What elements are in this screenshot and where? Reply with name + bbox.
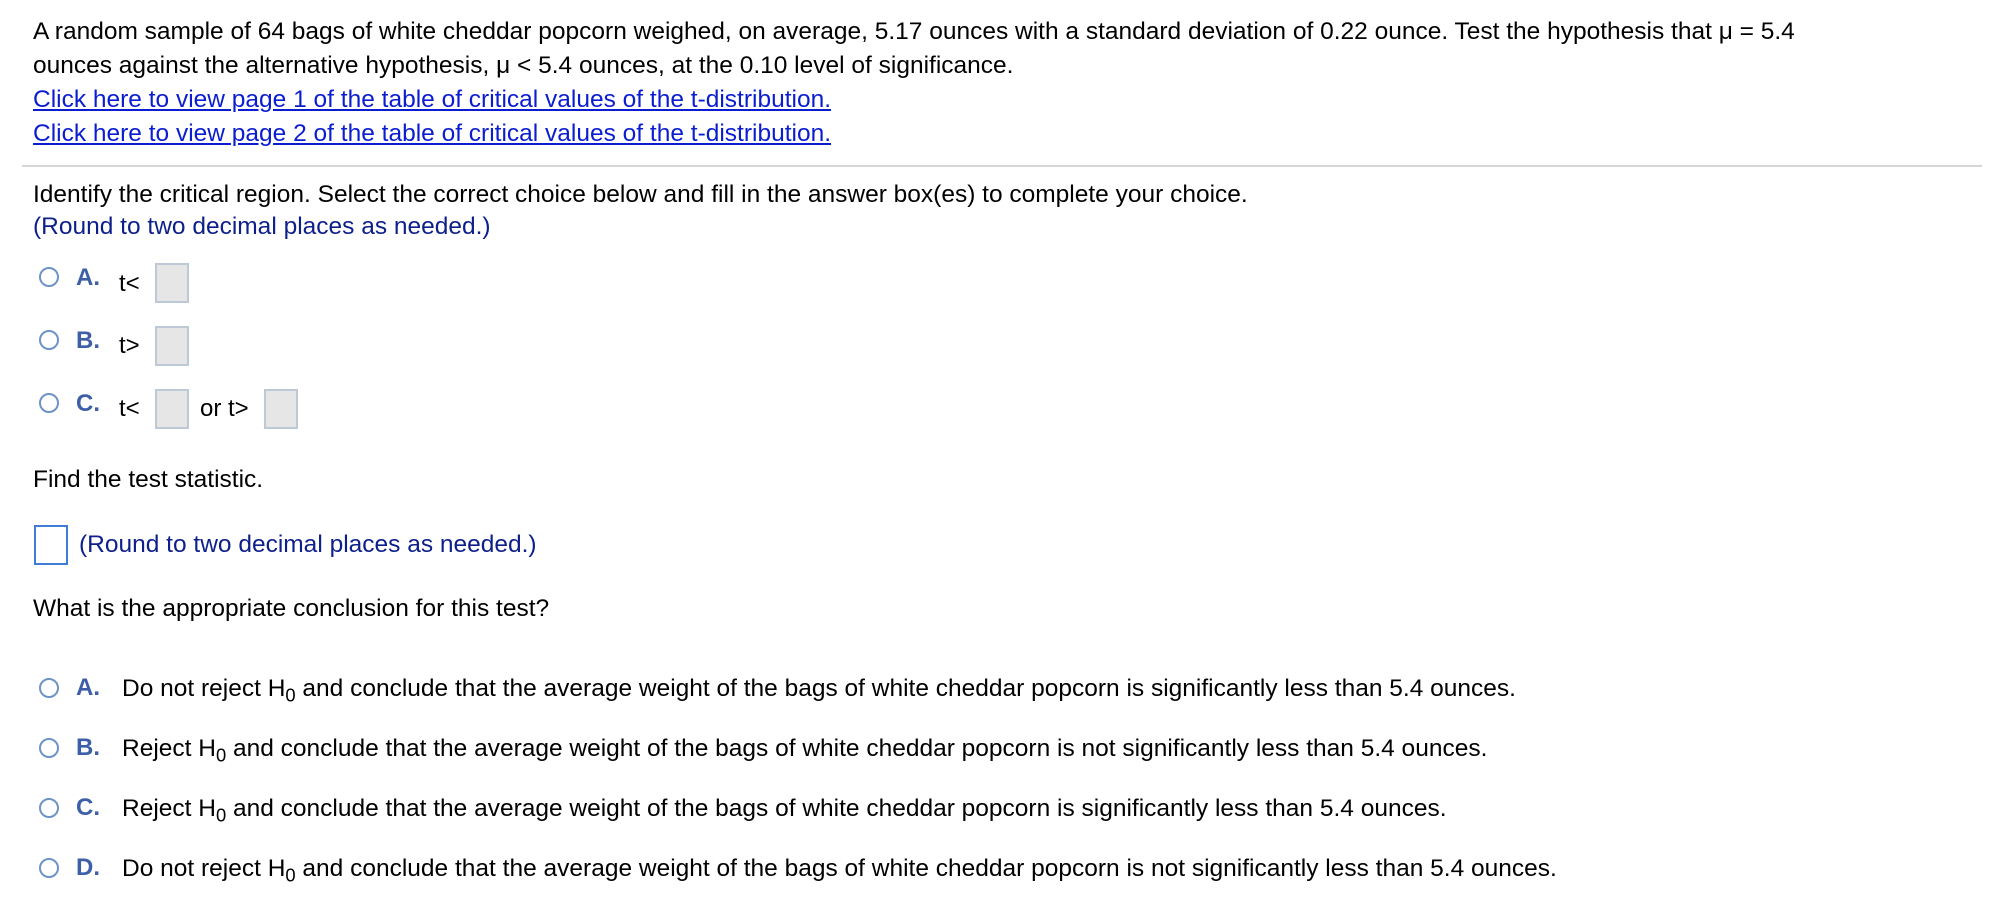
t-table-page1-link[interactable]: Click here to view page 1 of the table of critical values of the t-distribution.: [33, 86, 832, 113]
conclusion-option-a-text-post: and conclude that the average weight of the bags of white cheddar popcorn is significantly less than 5.4 ounces.: [295, 675, 1516, 702]
conclusion-option-c-text-pre: Reject H: [122, 795, 216, 822]
critical-region-option-c-lower-answer-box[interactable]: [155, 389, 189, 429]
critical-region-option-b-operator: t>: [119, 332, 140, 359]
critical-region-option-c-upper-answer-box[interactable]: [264, 389, 298, 429]
conclusion-option-b-letter: B.: [76, 734, 100, 761]
critical-region-option-b-answer-box[interactable]: [155, 326, 189, 366]
conclusion-option-c-text: [122, 792, 1447, 826]
conclusion-option-d-text-pre: Do not reject H: [122, 855, 286, 882]
test-statistic-prompt: Find the test statistic.: [33, 466, 264, 493]
null-hypothesis-subscript: 0: [285, 684, 296, 706]
conclusion-option-d-radio[interactable]: [39, 858, 59, 878]
null-hypothesis-subscript: 0: [285, 864, 296, 886]
conclusion-option-b-text-pre: Reject H: [122, 735, 216, 762]
conclusion-option-d-text-post: and conclude that the average weight of the bags of white cheddar popcorn is not significantly less than 5.4 ounces.: [295, 855, 1557, 882]
t-table-page2-link[interactable]: Click here to view page 2 of the table of critical values of the t-distribution.: [33, 120, 832, 147]
conclusion-option-b-text: [122, 732, 1487, 766]
test-statistic-hint: (Round to two decimal places as needed.): [79, 531, 537, 558]
critical-region-option-c-operator-lower: t<: [119, 395, 140, 422]
critical-region-prompt: Identify the critical region. Select the correct choice below and fill in the answer box(es) to complete your choice.: [33, 181, 1248, 208]
conclusion-option-a-letter: A.: [76, 674, 100, 701]
critical-region-option-a-radio[interactable]: [39, 267, 59, 287]
test-statistic-answer-box[interactable]: [34, 525, 68, 565]
section-divider: [22, 165, 1982, 167]
conclusion-option-d-text: [122, 852, 1557, 886]
null-hypothesis-subscript: 0: [215, 804, 227, 826]
conclusion-option-c-text-post: and conclude that the average weight of the bags of white cheddar popcorn is significantly less than 5.4 ounces.: [226, 795, 1447, 822]
conclusion-option-a-text-pre: Do not reject H: [122, 675, 286, 702]
critical-region-option-c-letter: C.: [76, 390, 100, 417]
conclusion-option-a-text: [122, 672, 1516, 706]
conclusion-prompt: What is the appropriate conclusion for this test?: [33, 595, 550, 622]
conclusion-option-b-text-post: and conclude that the average weight of the bags of white cheddar popcorn is not significantly less than 5.4 ounces.: [226, 735, 1488, 762]
null-hypothesis-subscript: 0: [215, 744, 227, 766]
conclusion-option-a-radio[interactable]: [39, 678, 59, 698]
critical-region-option-b-letter: B.: [76, 327, 100, 354]
conclusion-option-b-radio[interactable]: [39, 738, 59, 758]
critical-region-option-c-operator-upper: or t>: [200, 395, 249, 422]
critical-region-option-a-operator: t<: [119, 270, 140, 297]
critical-region-option-a-letter: A.: [76, 264, 100, 291]
conclusion-option-c-letter: C.: [76, 794, 100, 821]
conclusion-option-d-letter: D.: [76, 854, 100, 881]
problem-text-line2: ounces against the alternative hypothesis, μ < 5.4 ounces, at the 0.10 level of significance.: [33, 52, 1014, 79]
problem-text-line1: A random sample of 64 bags of white cheddar popcorn weighed, on average, 5.17 ounces with a standard deviation of 0.22 ounce. Test the hypothesis that μ = 5.4: [33, 18, 1795, 45]
conclusion-option-c-radio[interactable]: [39, 798, 59, 818]
critical-region-hint: (Round to two decimal places as needed.): [33, 213, 491, 240]
critical-region-option-c-radio[interactable]: [39, 393, 59, 413]
critical-region-option-a-answer-box[interactable]: [155, 263, 189, 303]
critical-region-option-b-radio[interactable]: [39, 330, 59, 350]
